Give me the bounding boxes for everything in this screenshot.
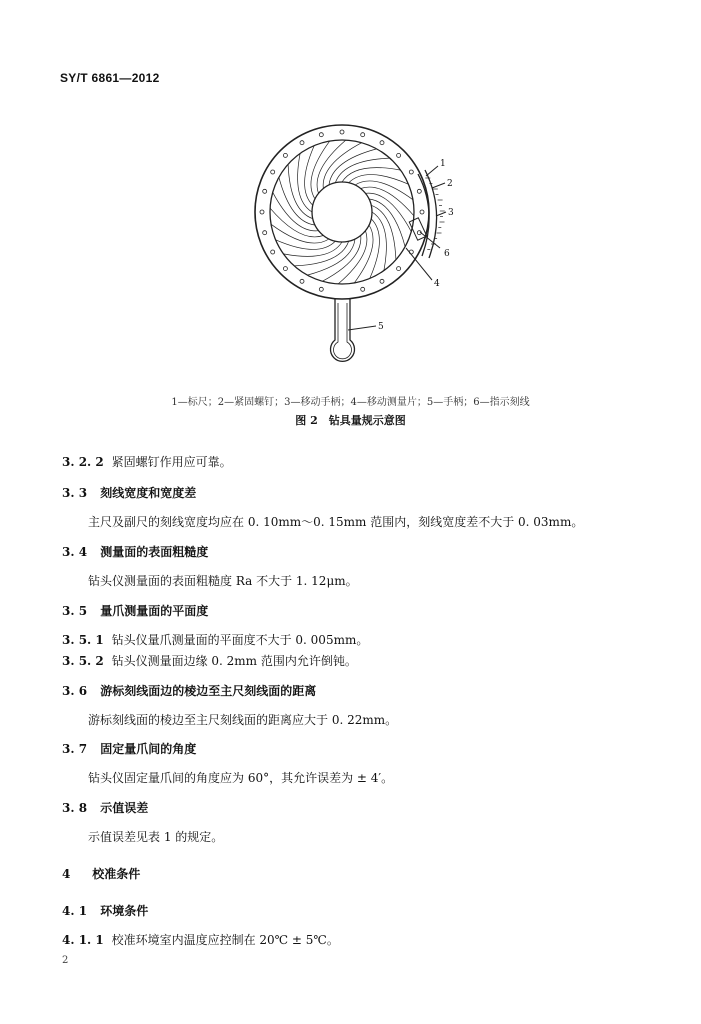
heading-3-7 [62, 741, 196, 757]
bolt-hole [300, 141, 304, 145]
callout-6: 6 [444, 249, 450, 259]
heading-number: 3. 8 [62, 801, 88, 815]
bolt-hole [409, 170, 413, 174]
clause-3-2-2 [62, 454, 232, 470]
bolt-hole [361, 133, 365, 137]
heading-title: 测量面的表面粗糙度 [100, 545, 209, 559]
heading-number: 3. 7 [62, 742, 88, 756]
iris-blade [288, 164, 313, 219]
heading-number: 3. 3 [62, 486, 88, 500]
heading-title: 游标刻线面边的棱边至主尺刻线面的距离 [100, 684, 317, 698]
heading-number: 3. 4 [62, 545, 88, 559]
heading-4 [62, 866, 140, 882]
clause-3-5-1 [62, 632, 368, 648]
heading-3-4 [62, 544, 208, 560]
callout-2: 2 [447, 179, 453, 189]
iris-blade [349, 175, 409, 185]
heading-3-8 [62, 800, 148, 816]
leader-3 [436, 212, 446, 216]
heading-3-5 [62, 603, 208, 619]
leader-1 [426, 166, 438, 176]
heading-number: 3. 6 [62, 684, 88, 698]
clause-number: 3. 5. 1 [62, 633, 104, 647]
bolt-hole [340, 130, 344, 134]
iris-blade [294, 241, 349, 266]
bolt-hole [319, 133, 323, 137]
heading-title: 示值误差 [100, 801, 149, 815]
heading-title: 校准条件 [92, 867, 141, 881]
iris-blade [338, 231, 367, 284]
bolt-hole [260, 210, 264, 214]
bolt-hole [380, 279, 384, 283]
iris-blade [335, 158, 390, 183]
clause-text: 校准环境室内温度应控制在 20℃ ± 5℃。 [111, 933, 339, 947]
figure-title: 图 2 钻具量规示意图 [295, 414, 406, 427]
page-number: 2 [62, 955, 69, 966]
heading-title: 量爪测量面的平面度 [100, 604, 209, 618]
heading-title: 环境条件 [100, 904, 149, 918]
callout-5: 5 [378, 322, 384, 332]
bolt-hole [397, 267, 401, 271]
clause-number: 3. 2. 2 [62, 455, 104, 469]
heading-4-1 [62, 903, 148, 919]
callout-3: 3 [448, 208, 454, 218]
bolt-hole [283, 267, 287, 271]
figure-legend: 1—标尺；2—紧固螺钉；3—移动手柄；4—移动测量片；5—手柄；6—指示刻线 [171, 397, 530, 408]
body-3-4: 钻头仪测量面的表面粗糙度 Ra 不大于 1. 12μm。 [88, 574, 358, 588]
iris-blade [317, 140, 346, 193]
heading-title: 固定量爪间的角度 [100, 742, 197, 756]
iris-blades [270, 140, 414, 284]
iris-blade [371, 205, 396, 259]
body-3-8: 示值误差见表 1 的规定。 [88, 830, 224, 844]
heading-title: 刻线宽度和宽度差 [100, 486, 197, 500]
iris-blade [305, 146, 315, 206]
heading-number: 4 [62, 867, 71, 881]
leader-2 [432, 183, 445, 188]
bolt-hole [361, 287, 365, 291]
clause-text: 钻头仪测量面边缘 0. 2mm 范围内允许倒钝。 [111, 654, 357, 668]
bolt-hole [263, 189, 267, 193]
callout-4: 4 [434, 279, 440, 289]
center-circle [312, 182, 372, 242]
callout-1: 1 [440, 159, 446, 169]
iris-blade [270, 208, 323, 237]
heading-number: 4. 1 [62, 904, 88, 918]
body-3-7: 钻头仪固定量爪间的角度应为 60°，其允许误差为 ± 4′。 [88, 771, 394, 785]
drill-gauge-drawing [240, 108, 470, 370]
drill-gauge-figure [240, 108, 470, 370]
iris-blade [276, 240, 336, 250]
outer-ring [255, 125, 429, 299]
heading-3-3 [62, 485, 196, 501]
bolt-hole [263, 231, 267, 235]
bolt-hole [271, 250, 275, 254]
clause-4-1-1 [62, 932, 339, 948]
clause-3-5-2 [62, 653, 357, 669]
heading-3-6 [62, 683, 316, 699]
clause-text: 钻头仪量爪测量面的平面度不大于 0. 005mm。 [111, 633, 369, 647]
iris-blade [370, 219, 380, 279]
bolt-hole [420, 210, 424, 214]
bolt-hole [319, 287, 323, 291]
clause-number: 4. 1. 1 [62, 933, 104, 947]
heading-number: 3. 5 [62, 604, 88, 618]
body-3-6: 游标刻线面的棱边至主尺刻线面的距离应大于 0. 22mm。 [88, 713, 398, 727]
leader-5 [348, 326, 376, 330]
iris-blade [361, 187, 414, 216]
body-3-3: 主尺及副尺的刻线宽度均应在 0. 10mm～0. 15mm 范围内，刻线宽度差不大于 0. 03mm。 [88, 515, 584, 529]
bolt-hole [300, 279, 304, 283]
bolt-hole [271, 170, 275, 174]
bolt-hole [380, 141, 384, 145]
bolt-hole [397, 153, 401, 157]
document-code-header: SY/T 6861—2012 [60, 71, 160, 85]
inner-ring [270, 140, 414, 284]
clause-text: 紧固螺钉作用应可靠。 [111, 455, 232, 469]
clause-number: 3. 5. 2 [62, 654, 104, 668]
bolt-hole [417, 189, 421, 193]
handle-inner [334, 303, 352, 359]
bolt-hole [283, 153, 287, 157]
